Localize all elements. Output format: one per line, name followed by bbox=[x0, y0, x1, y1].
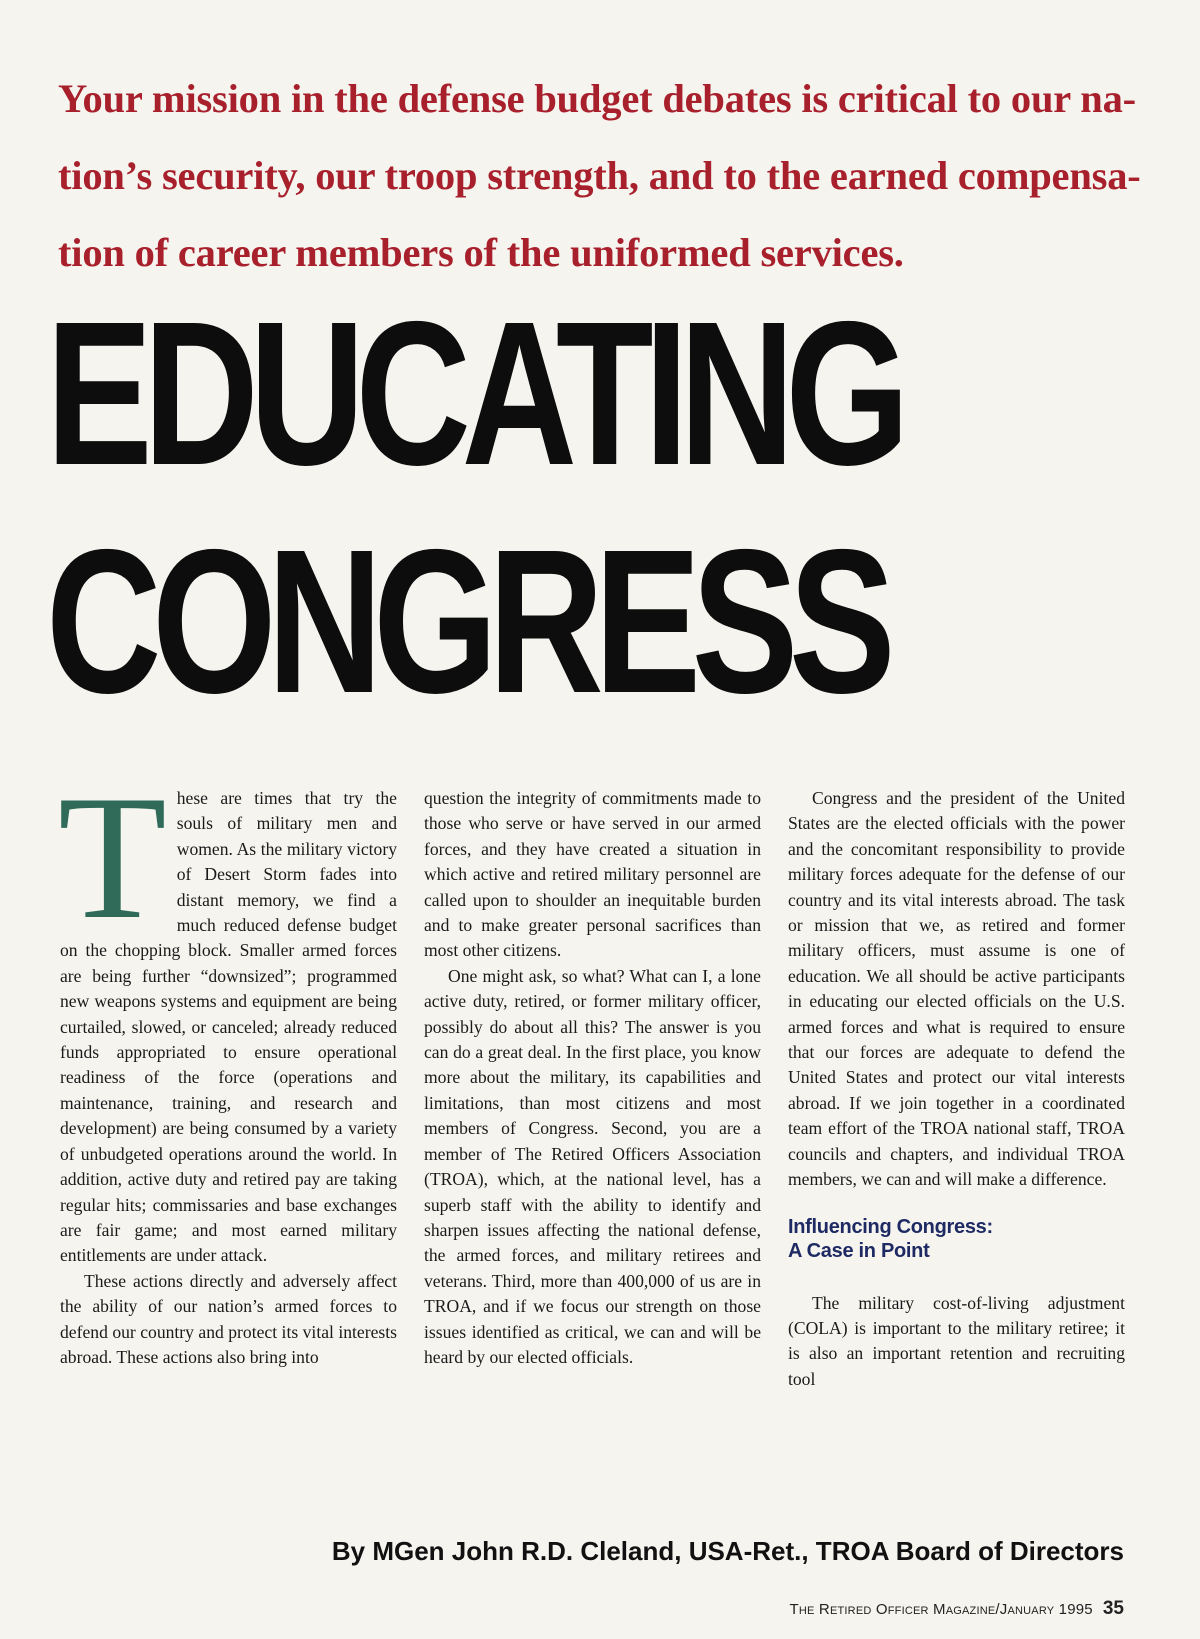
article-deck bbox=[58, 60, 1141, 291]
article-column-1 bbox=[58, 758, 397, 1370]
author-byline: By MGen John R.D. Cleland, USA-Ret., TROA Board of Directors bbox=[331, 1536, 1124, 1566]
subhead-line-1: Influencing Congress: bbox=[788, 1215, 993, 1238]
headline-line-2: CONGRESS bbox=[46, 507, 887, 736]
paragraph: question the integrity of commitments made to those who serve or have served in our armed forces, and they have created a situation in which active and retired military personnel are called upon to shoulder an inequitable burden and to make greater personal sacrifices than most other citizens. bbox=[424, 788, 761, 961]
article-column-3 bbox=[788, 786, 1125, 1392]
paragraph: These actions directly and adversely affect the ability of our nation’s armed forces to defend our country and protect its vital interests abroad. These actions also bring into bbox=[60, 1270, 397, 1367]
section-subheading bbox=[788, 1215, 1125, 1263]
article-column-2 bbox=[424, 786, 761, 1370]
paragraph-text: hese are times that try the souls of military men and women. As the military victory of Desert Storm fades into distant memory, we find a much reduced defense budget on the chopping block. Smaller armed forces are being further “downsized”; programmed new weapons systems and equipment are being curtailed, slowed, or canceled; already reduced funds appropriated to ensure operational readiness of the force (operations and maintenance, training, and research and development) are being consumed by a variety of unbudgeted operations around the world. In addition, active duty and retired pay are taking regular hits; commissaries and base exchanges are fair game; and most earned military entitlements are under attack. bbox=[60, 788, 397, 1266]
page-footer bbox=[790, 1598, 1124, 1620]
deck-line: tion’s security, our troop strength, and to the earned compensa- bbox=[58, 153, 1141, 198]
paragraph: Congress and the president of the United States are the elected officials with the power and the concomitant responsibility to provide military forces adequate for the defense of our country and its vital interests abroad. The task or mission that we, as retired and former military officers, must assume is one of education. We all should be active participants in educating our elected officials on the U.S. armed forces and what is required to ensure that our forces are adequate to defend the United States and protect our vital interests abroad. If we join together in a coordinated team effort of the TROA national staff, TROA councils and chapters, and individual TROA members, we can and will make a difference. bbox=[788, 788, 1125, 1190]
deck-line: tion of career members of the uniformed services. bbox=[58, 230, 904, 275]
headline-line-1: EDUCATING bbox=[46, 279, 901, 508]
page-number: 35 bbox=[1102, 1598, 1124, 1619]
drop-cap: T bbox=[58, 758, 167, 956]
paragraph bbox=[58, 758, 397, 1269]
magazine-title: The Retired Officer Magazine/January 1995 bbox=[789, 1601, 1093, 1618]
subhead-line-2: A Case in Point bbox=[788, 1239, 930, 1262]
deck-line: Your mission in the defense budget debates is critical to our na- bbox=[58, 76, 1136, 121]
paragraph: One might ask, so what? What can I, a lone active duty, retired, or former military officer, possibly do about all this? The answer is you can do a great deal. In the first place, you know more about the military, its capabilities and limitations, than most citizens and most members of Congress. Second, you are a member of The Retired Officers Association (TROA), which, at the national level, has a superb staff with the ability to identify and sharpen issues affecting the national defense, the armed forces, and military retirees and veterans. Third, more than 400,000 of us are in TROA, and if we focus our strength on those issues identified as critical, we can and will be heard by our elected officials. bbox=[424, 965, 761, 1367]
article-headline bbox=[46, 280, 900, 736]
paragraph: The military cost-of-living adjustment (COLA) is important to the military retiree; it is also an important retention and recruiting tool bbox=[788, 1292, 1125, 1389]
